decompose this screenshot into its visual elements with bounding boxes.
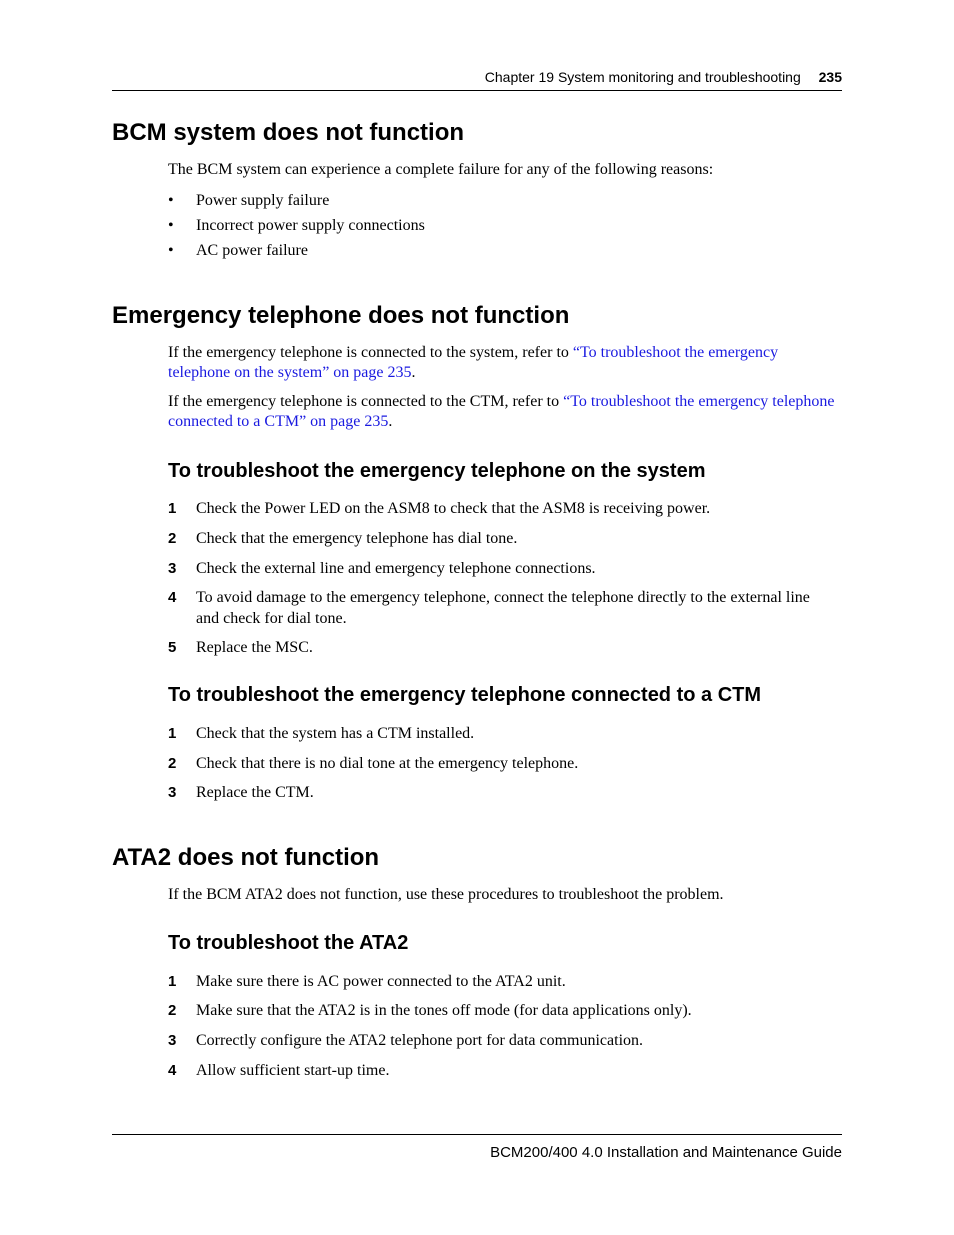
step-text: Replace the MSC. [196,639,313,656]
section-title-emergency: Emergency telephone does not function [112,302,570,329]
list-item-text: AC power failure [196,242,308,259]
step-text: Allow sufficient start-up time. [196,1062,390,1079]
step [168,528,836,549]
step-text: Check that there is no dial tone at the emergency telephone. [196,755,579,772]
list-item [168,240,836,261]
list-item [168,190,836,211]
step-text: Make sure that the ATA2 is in the tones off mode (for data applications only). [196,1002,692,1019]
bullet-glyph: • [168,217,174,234]
procedure-title-ata2: To troubleshoot the ATA2 [168,932,409,954]
section-title-bcm: BCM system does not function [112,119,465,146]
ata2-intro: If the BCM ATA2 does not function, use these procedures to troubleshoot the problem. [168,886,724,903]
step-number: 2 [168,530,177,547]
list-item-text: Power supply failure [196,192,330,209]
step-number: 2 [168,755,177,772]
chapter-title: Chapter 19 System monitoring and troubleshooting [484,69,801,85]
emergency-para-ctm [168,392,836,432]
step [168,637,836,658]
para-end: . [411,364,416,381]
list-item-text: Incorrect power supply connections [196,217,425,234]
procedure-title-system: To troubleshoot the emergency telephone on the system [168,460,706,482]
step-text: Correctly configure the ATA2 telephone port for data communication. [196,1032,644,1049]
step-number: 1 [168,973,177,990]
footer-guide-title: BCM200/400 4.0 Installation and Maintenance Guide [490,1144,842,1161]
emergency-para-system [168,343,836,383]
link-troubleshoot-ctm[interactable]: “To troubleshoot the emergency telephone connected to a CTM” on page 235 [168,393,835,430]
bullet-glyph: • [168,242,174,259]
header-rule [112,90,842,91]
step [168,1000,836,1021]
step-number: 4 [168,589,177,606]
page-number: 235 [818,69,842,85]
step [168,971,836,992]
step-number: 3 [168,1032,177,1049]
step-text: Make sure there is AC power connected to the ATA2 unit. [196,973,566,990]
step-text: Check the external line and emergency telephone connections. [196,560,596,577]
step [168,723,836,744]
step [168,753,836,774]
step-text: Replace the CTM. [196,784,314,801]
bullet-glyph: • [168,192,174,209]
para-end: . [388,413,393,430]
step-number: 2 [168,1002,177,1019]
para-text: If the emergency telephone is connected to the system, refer to [168,344,573,361]
step [168,1030,836,1051]
list-item [168,215,836,236]
step-number: 3 [168,784,177,801]
step-number: 5 [168,639,177,656]
step-text: Check the Power LED on the ASM8 to check that the ASM8 is receiving power. [196,500,711,517]
step-number: 4 [168,1062,177,1079]
step [168,558,836,579]
step [168,498,836,519]
link-troubleshoot-system[interactable]: “To troubleshoot the emergency telephone on the system” on page 235 [168,344,779,381]
bcm-intro: The BCM system can experience a complete failure for any of the following reasons: [168,161,714,178]
para-text: If the emergency telephone is connected to the CTM, refer to [168,393,564,410]
step-number: 1 [168,725,177,742]
running-header [485,68,842,86]
procedure-title-ctm: To troubleshoot the emergency telephone connected to a CTM [168,684,762,706]
step [168,587,836,629]
step-text: Check that the system has a CTM installed. [196,725,475,742]
step-number: 1 [168,500,177,517]
step [168,782,836,803]
footer-rule [112,1134,842,1135]
section-title-ata2: ATA2 does not function [112,844,380,871]
step-text: Check that the emergency telephone has dial tone. [196,530,518,547]
step-number: 3 [168,560,177,577]
step-text: To avoid damage to the emergency telephone, connect the telephone directly to the external line and check for dial tone. [196,589,810,627]
step [168,1060,836,1081]
